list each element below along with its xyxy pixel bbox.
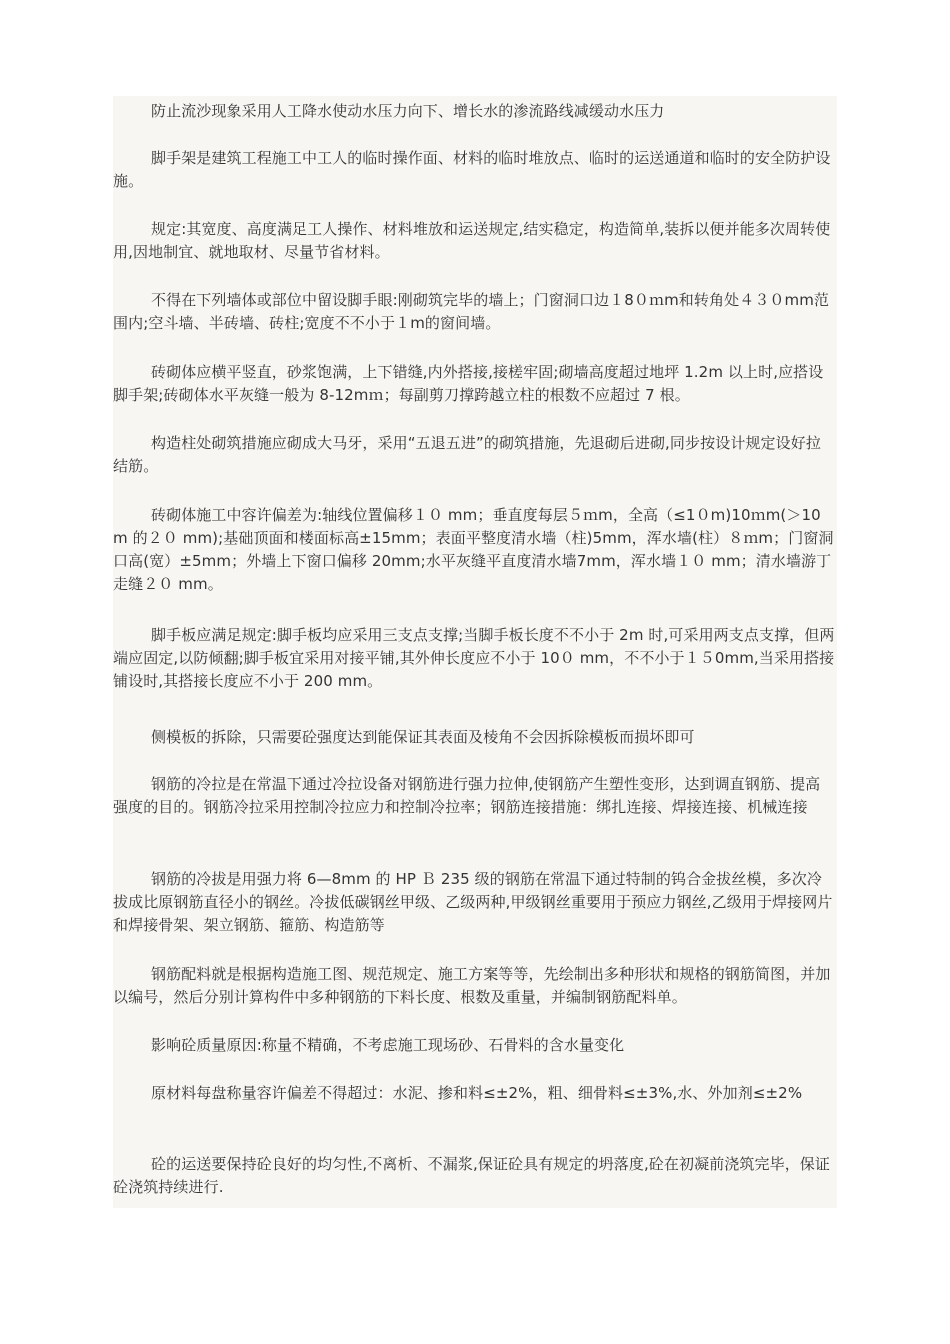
paragraph-scaffold-requirements: 规定:其宽度、高度满足工人操作、材料堆放和运送规定,结实稳定，构造简单,装拆以便并能多次周转使用,因地制宜、就地取材、尽量节省材料。 (113, 220, 831, 261)
paragraph-quicksand-prevention: 防止流沙现象采用人工降水使动水压力向下、增长水的渗流路线减缓动水压力 (151, 102, 665, 120)
paragraph-weighing-tolerance: 原材料每盘称量容许偏差不得超过：水泥、掺和料≤±2%，粗、细骨料≤±3%,水、外加剂≤±2% (151, 1084, 803, 1102)
document-body (113, 96, 837, 1208)
paragraph-rebar-schedule: 钢筋配料就是根据构造施工图、规范规定、施工方案等等，先绘制出多种形状和规格的钢筋简图，并加以编号，然后分别计算构件中多种钢筋的下料长度、根数及重量，并编制钢筋配料单。 (113, 965, 831, 1006)
paragraph-concrete-quality: 影响砼质量原因:称量不精确，不考虑施工现场砂、石骨料的含水量变化 (151, 1036, 625, 1054)
paragraph-side-formwork: 侧模板的拆除，只需要砼强度达到能保证其表面及棱角不会因拆除模板而损坏即可 (151, 728, 695, 746)
paragraph-concrete-transport: 砼的运送要保持砼良好的均匀性,不离析、不漏浆,保证砼具有规定的坍落度,砼在初凝前浇筑完毕，保证砼浇筑持续进行. (113, 1155, 831, 1196)
paragraph-cold-extrusion: 钢筋的冷拔是用强力将 6—8mm 的 HP Ｂ 235 级的钢筋在常温下通过特制的钨合金拔丝模，多次冷拔成比原钢筋直径小的钢丝。冷拔低碳钢丝甲级、乙级两种,甲级钢丝重要用于预应力钢丝,乙级用于焊接网片和焊接骨架、架立钢筋、箍筋、构造筋等 (113, 870, 833, 934)
paragraph-scaffold-definition: 脚手架是建筑工程施工中工人的临时操作面、材料的临时堆放点、临时的运送通道和临时的安全防护设施。 (113, 149, 831, 190)
paragraph-scaffold-boards: 脚手板应满足规定:脚手板均应采用三支点支撑;当脚手板长度不不小于 2m 时,可采用两支点支撑，但两端应固定,以防倾翻;脚手板宜采用对接平铺,其外伸长度应不小于 10０ mm，不不小于１５0mm,当采用搭接铺设时,其搭接长度应不小于 200 mm。 (113, 626, 835, 690)
paragraph-brick-masonry: 砖砌体应横平竖直，砂浆饱满，上下错缝,内外搭接,接槎牢固;砌墙高度超过地坪 1.2m 以上时,应搭设脚手架;砖砌体水平灰缝一般为 8-12mｍ；每副剪刀撑跨越立柱的根数不应超过 7 根。 (113, 363, 824, 404)
paragraph-masonry-tolerances: 砖砌体施工中容许偏差为:轴线位置偏移１０ mm；垂直度每层５ｍm，全高（≤1０m)10ｍm(＞10m 的２０ mm);基础顶面和楼面标高±15mm；表面平整度清水墙（柱)5mm，浑水墙(柱）８ｍm；门窗洞口高(宽）±5mm；外墙上下窗口偏移 20mm;水平灰缝平直度清水墙7mm，浑水墙１０ mm；清水墙游丁走缝２０ mm。 (113, 506, 834, 593)
paragraph-cold-drawing: 钢筋的冷拉是在常温下通过冷拉设备对钢筋进行强力拉伸,使钢筋产生塑性变形，达到调直钢筋、提高强度的目的。钢筋冷拉采用控制冷拉应力和控制冷拉率；钢筋连接措施：绑扎连接、焊接连接、机械连接 (113, 775, 821, 816)
paragraph-structural-column: 构造柱处砌筑措施应砌成大马牙，采用“五退五进”的砌筑措施，先退砌后进砌,同步按设计规定设好拉结筋。 (113, 434, 821, 475)
paragraph-scaffold-holes: 不得在下列墙体或部位中留设脚手眼:刚砌筑完毕的墙上；门窗洞口边１8０ｍm和转角处４３０mm范围内;空斗墙、半砖墙、砖柱;宽度不不小于１m的窗间墙。 (113, 291, 830, 332)
